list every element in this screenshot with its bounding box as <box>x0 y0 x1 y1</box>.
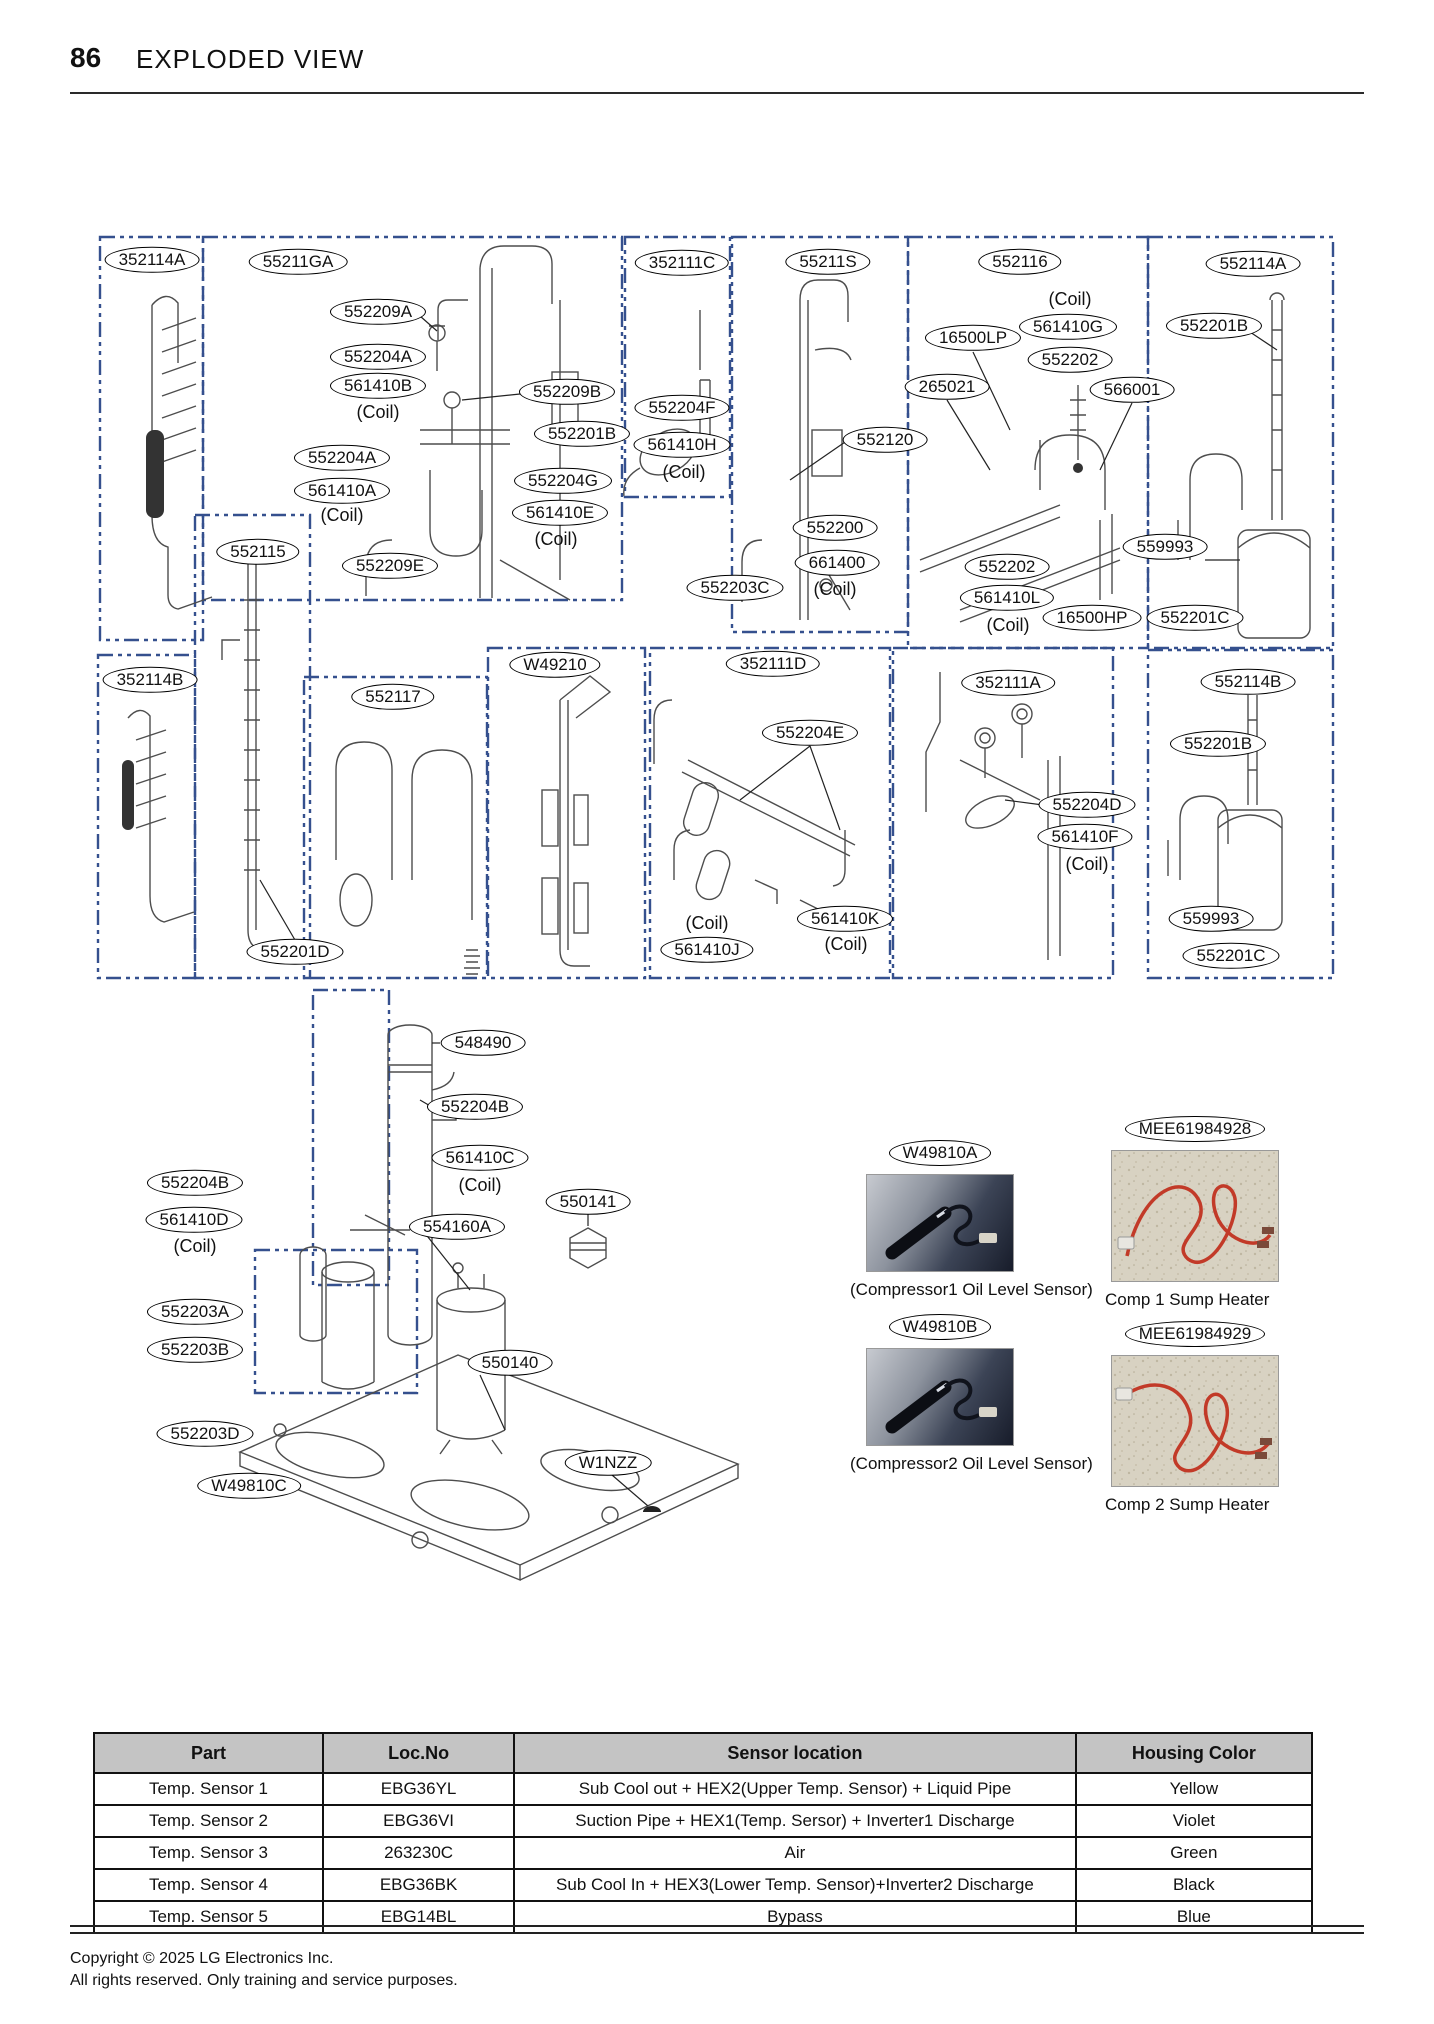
oil-sensor-2-photo <box>866 1348 1014 1446</box>
part-callout-552116: 552116 <box>978 249 1061 275</box>
footer-copyright: Copyright © 2025 LG Electronics Inc. <box>70 1950 334 1967</box>
part-callout-552204g: 552204G <box>514 468 612 494</box>
part-callout-552114b: 552114B <box>1201 669 1296 695</box>
part-callout-coil: (Coil) <box>824 934 868 955</box>
table-row <box>94 1773 1312 1805</box>
table-row <box>94 1869 1312 1901</box>
part-callout-559993: 559993 <box>1169 906 1254 932</box>
table-cell: Temp. Sensor 5 <box>94 1901 323 1933</box>
sump-heater-2-photo <box>1111 1355 1279 1487</box>
part-callout-561410e: 561410E <box>512 500 608 526</box>
part-callout-561410g: 561410G <box>1019 314 1117 340</box>
footer-rights: All rights reserved. Only training and service purposes. <box>70 1972 458 1989</box>
part-callout-coil: (Coil) <box>173 1236 217 1257</box>
part-callout-561410j: 561410J <box>660 937 753 963</box>
part-callout-55211s: 55211S <box>785 249 870 275</box>
sump-heater-1-photo <box>1111 1150 1279 1282</box>
table-cell: Air <box>514 1837 1076 1869</box>
part-callout-coil: (Coil) <box>320 505 364 526</box>
part-callout-552201d: 552201D <box>246 939 343 965</box>
sensor-table-wrap <box>93 1732 1313 1934</box>
part-callout-552204b: 552204B <box>427 1094 523 1120</box>
part-callout-w1nzz: W1NZZ <box>565 1450 652 1476</box>
part-callout-coil: (Coil) <box>1048 289 1092 310</box>
oil-sensor-1-caption: (Compressor1 Oil Level Sensor) <box>850 1280 1093 1300</box>
part-callout-265021: 265021 <box>905 374 990 400</box>
part-callout-552204e: 552204E <box>762 720 858 746</box>
part-callout-561410d: 561410D <box>145 1207 242 1233</box>
part-callout-552203b: 552203B <box>147 1337 243 1363</box>
table-header-cell: Sensor location <box>514 1733 1076 1773</box>
table-row <box>94 1837 1312 1869</box>
table-cell: Violet <box>1076 1805 1312 1837</box>
part-callout-coil: (Coil) <box>1065 854 1109 875</box>
part-callout-548490: 548490 <box>441 1030 526 1056</box>
part-callout-coil: (Coil) <box>813 579 857 600</box>
table-cell: Sub Cool out + HEX2(Upper Temp. Sensor) + Liquid Pipe <box>514 1773 1076 1805</box>
part-callout-coil: (Coil) <box>458 1175 502 1196</box>
part-callout-coil: (Coil) <box>685 913 729 934</box>
part-callout-352114b: 352114B <box>103 667 198 693</box>
part-callout-561410a: 561410A <box>294 478 390 504</box>
table-cell: 263230C <box>323 1837 514 1869</box>
part-callout-566001: 566001 <box>1090 377 1175 403</box>
part-callout-552114a: 552114A <box>1206 251 1301 277</box>
table-header-row <box>94 1733 1312 1773</box>
table-cell: Temp. Sensor 4 <box>94 1869 323 1901</box>
table-row <box>94 1805 1312 1837</box>
table-header-cell: Part <box>94 1733 323 1773</box>
part-callout-552120: 552120 <box>843 427 928 453</box>
sump-heater-2-block <box>1105 1321 1285 1515</box>
oil-sensor-2-block <box>850 1314 1093 1474</box>
oil-sensor-2-caption: (Compressor2 Oil Level Sensor) <box>850 1454 1093 1474</box>
sensor-table <box>93 1732 1313 1934</box>
part-callout-552209e: 552209E <box>342 553 438 579</box>
footer-double-rule <box>70 1925 1364 1934</box>
part-callout-552209b: 552209B <box>519 379 615 405</box>
part-callout-552117: 552117 <box>351 684 434 710</box>
part-callout-coil: (Coil) <box>662 462 706 483</box>
part-callout-w49210: W49210 <box>509 652 600 678</box>
table-cell: EBG36BK <box>323 1869 514 1901</box>
part-callout-352111a: 352111A <box>961 670 1055 696</box>
part-label-oil-sensor-1: W49810A <box>889 1140 992 1166</box>
table-cell: Bypass <box>514 1901 1076 1933</box>
part-callout-coil: (Coil) <box>356 402 400 423</box>
part-label-oil-sensor-2: W49810B <box>889 1314 992 1340</box>
table-cell: Yellow <box>1076 1773 1312 1805</box>
part-callout-561410h: 561410H <box>633 432 730 458</box>
sump-heater-2-caption: Comp 2 Sump Heater <box>1105 1495 1270 1515</box>
table-cell: Blue <box>1076 1901 1312 1933</box>
part-callout-552200: 552200 <box>793 515 878 541</box>
table-cell: EBG14BL <box>323 1901 514 1933</box>
part-callout-16500hp: 16500HP <box>1043 605 1142 631</box>
part-label-sump-heater-1: MEE61984928 <box>1125 1116 1265 1142</box>
part-callout-554160a: 554160A <box>409 1214 505 1240</box>
part-callout-552115: 552115 <box>216 539 299 565</box>
part-callout-16500lp: 16500LP <box>925 325 1021 351</box>
part-callout-352114a: 352114A <box>105 247 200 273</box>
part-callout-552202: 552202 <box>1028 347 1113 373</box>
part-callout-w49810c: W49810C <box>197 1473 301 1499</box>
part-callout-552201c: 552201C <box>1146 605 1243 631</box>
table-cell: Black <box>1076 1869 1312 1901</box>
part-callout-552201b: 552201B <box>1170 731 1266 757</box>
part-callout-559993: 559993 <box>1123 534 1208 560</box>
part-callout-561410l: 561410L <box>960 585 1054 611</box>
part-callout-561410k: 561410K <box>797 906 893 932</box>
part-callout-550140: 550140 <box>468 1350 553 1376</box>
sump-heater-1-caption: Comp 1 Sump Heater <box>1105 1290 1270 1310</box>
part-callout-55211ga: 55211GA <box>249 249 348 275</box>
page-number: 86 <box>70 42 102 73</box>
part-callout-552201b: 552201B <box>534 421 630 447</box>
table-cell: Temp. Sensor 1 <box>94 1773 323 1805</box>
oil-sensor-1-photo <box>866 1174 1014 1272</box>
table-cell: EBG36VI <box>323 1805 514 1837</box>
part-callout-552204d: 552204D <box>1038 792 1135 818</box>
part-callout-550141: 550141 <box>546 1189 631 1215</box>
table-cell: Temp. Sensor 3 <box>94 1837 323 1869</box>
part-callout-552203a: 552203A <box>147 1299 243 1325</box>
part-callout-552203d: 552203D <box>156 1421 253 1447</box>
table-cell: Temp. Sensor 2 <box>94 1805 323 1837</box>
part-callout-552203c: 552203C <box>686 575 783 601</box>
table-header-cell: Loc.No <box>323 1733 514 1773</box>
sump-heater-1-block <box>1105 1116 1285 1310</box>
table-cell: Sub Cool In + HEX3(Lower Temp. Sensor)+Inverter2 Discharge <box>514 1869 1076 1901</box>
part-callout-552204b: 552204B <box>147 1170 243 1196</box>
part-callout-552201c: 552201C <box>1182 943 1279 969</box>
part-callout-coil: (Coil) <box>986 615 1030 636</box>
part-callout-552204a: 552204A <box>330 344 426 370</box>
table-cell: Green <box>1076 1837 1312 1869</box>
part-callout-552202: 552202 <box>965 554 1050 580</box>
page-title: EXPLODED VIEW <box>136 44 365 74</box>
table-header-cell: Housing Color <box>1076 1733 1312 1773</box>
part-callout-552209a: 552209A <box>330 299 426 325</box>
part-callout-552201b: 552201B <box>1166 313 1262 339</box>
table-cell: EBG36YL <box>323 1773 514 1805</box>
part-callout-561410c: 561410C <box>431 1145 528 1171</box>
part-callout-352111d: 352111D <box>726 651 820 677</box>
sensor-table-body <box>94 1773 1312 1933</box>
part-callout-352111c: 352111C <box>635 250 729 276</box>
part-callout-561410b: 561410B <box>330 373 426 399</box>
oil-sensor-1-block <box>850 1140 1093 1300</box>
part-callout-561410f: 561410F <box>1037 824 1132 850</box>
part-label-sump-heater-2: MEE61984929 <box>1125 1321 1265 1347</box>
table-cell: Suction Pipe + HEX1(Temp. Sersor) + Inverter1 Discharge <box>514 1805 1076 1837</box>
part-callout-552204a: 552204A <box>294 445 390 471</box>
part-callout-552204f: 552204F <box>634 395 729 421</box>
part-callout-coil: (Coil) <box>534 529 578 550</box>
part-callout-661400: 661400 <box>795 550 880 576</box>
